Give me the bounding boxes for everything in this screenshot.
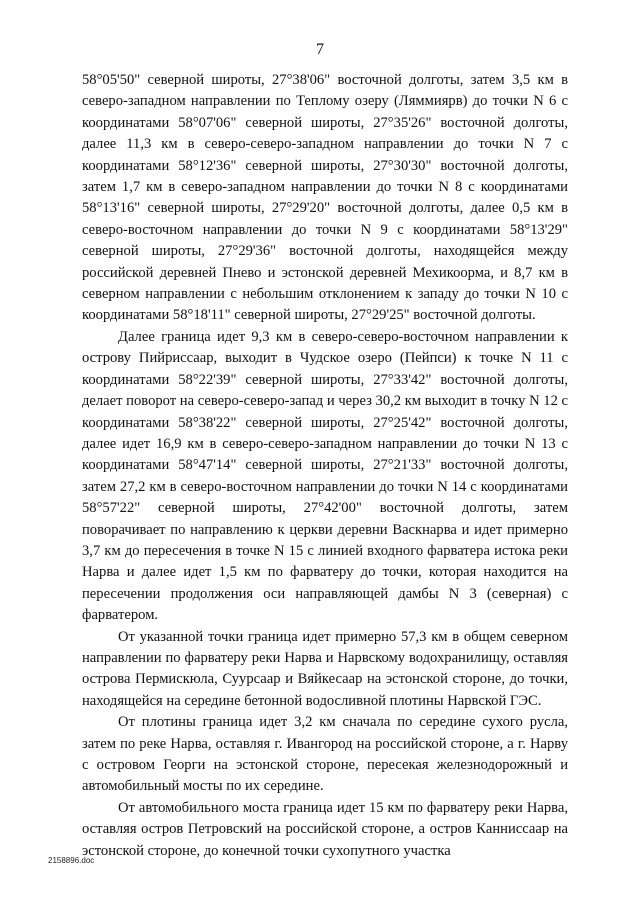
paragraph-3: От указанной точки граница идет примерно 57,3 км в общем северном направлении по фарватеру реки Нарва и Нарвскому водохранилищу, оставляя острова Пермискюла, Суурсаар и Вяйкесаар на эстонской стороне, до точки, находящейся на середине бетонной водосливной плотины Нарвской ГЭС. [82, 628, 568, 709]
page-number: 7 [316, 41, 324, 58]
footer-filename: 2158896.doc [48, 856, 95, 865]
paragraph-4: От плотины граница идет 3,2 км сначала по середине сухого русла, затем по реке Нарва, оставляя г. Ивангород на российской стороне, а г. Нарву с островом Георги на эстонской стороне, пересекая железнодорожный и автомобильный мосты по их середине. [82, 714, 568, 795]
paragraph-1: 58°05'50" северной широты, 27°38'06" восточной долготы, затем 3,5 км в северо-западном направлении по Теплому озеру (Ляммиярв) до точки N 6 с координатами 58°07'06" северной широты, 27°35'26" восточной долготы, далее 11,3 км в северо-северо-западном направлении до точки N 7 с координатами 58°12'36" северной широты, 27°30'30" восточной долготы, затем 1,7 км в северо-западном направлении до точки N 8 с координатами 58°13'16" северной широты, 27°29'20" восточной долготы, далее 0,5 км в северо-восточном направлении до точки N 9 с координатами 58°13'29" северной широты, 27°29'36" восточной долготы, находящейся между российской деревней Пнево и эстонской деревней Мехикоорма, и 8,7 км в северном направлении с небольшим отклонением к западу до точки N 10 с координатами 58°18'11" северной широты, 27°29'25" восточной долготы. [82, 72, 568, 324]
paragraph-2: Далее граница идет 9,3 км в северо-северо-восточном направлении к острову Пийриссаар, выходит в Чудское озеро (Пейпси) к точке N 11 с координатами 58°22'39" северной широты, 27°33'42" восточной долготы, делает поворот на северо-северо-запад и через 30,2 км выходит в точку N 12 с координатами 58°38'22" северной широты, 27°25'42" восточной долготы, далее идет 16,9 км в северо-северо-западном направлении до точки N 13 с координатами 58°47'14" северной широты, 27°21'33" восточной долготы, затем 27,2 км в северо-восточном направлении до точки N 14 с координатами 58°57'22" северной широты, 27°42'00" восточной долготы, затем поворачивает по направлению к церкви деревни Васкнарва и идет примерно 3,7 км до пересечения в точке N 15 с линией входного фарватера истока реки Нарва и далее идет 1,5 км по фарватеру до точки, которая находится на пересечении продолжения оси направляющей дамбы N 3 (северная) с фарватером. [82, 328, 568, 624]
paragraph-5: От автомобильного моста граница идет 15 км по фарватеру реки Нарва, оставляя остров Петровский на российской стороне, а остров Канниссаар на эстонской стороне, до конечной точки сухопутного участка [82, 799, 568, 859]
document-body [82, 70, 568, 862]
